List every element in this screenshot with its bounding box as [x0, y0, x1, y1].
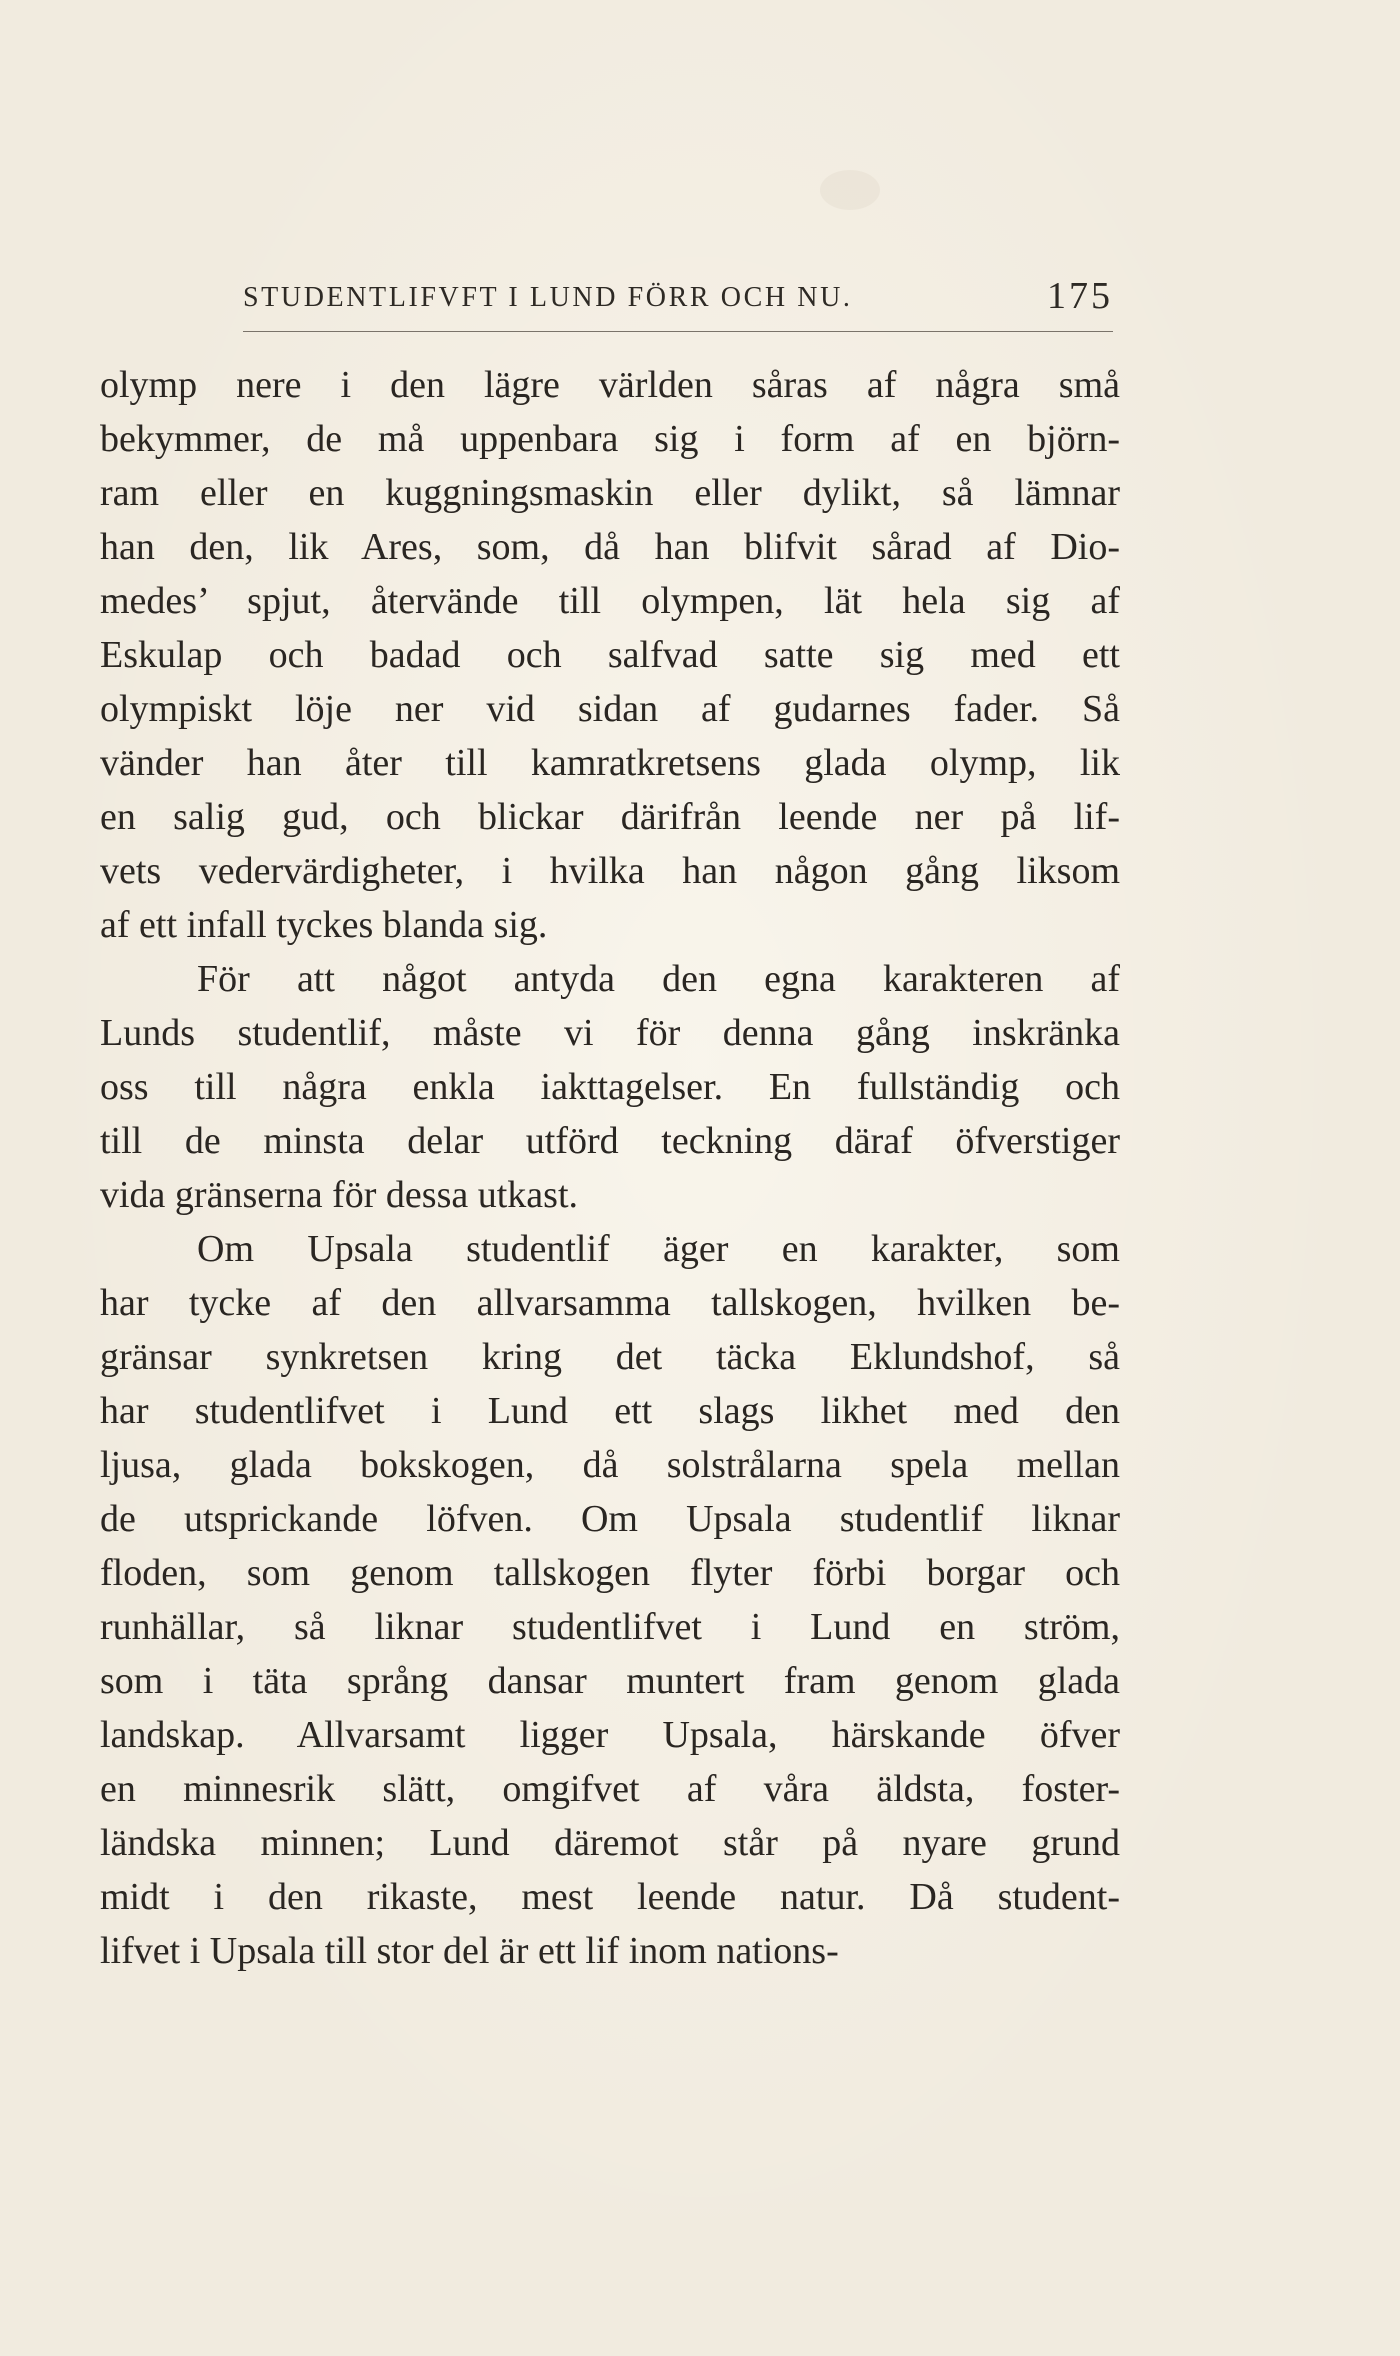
paragraph	[100, 358, 1120, 952]
text-line: till de minsta delar utförd teckning däraf öfverstiger	[100, 1120, 1120, 1162]
body-text	[100, 358, 1120, 1978]
text-line: olympiskt löje ner vid sidan af gudarnes fader. Så	[100, 688, 1120, 730]
text-line: ram eller en kuggningsmaskin eller dylikt, så lämnar	[100, 472, 1120, 514]
text-line: vänder han åter till kamratkretsens glada olymp, lik	[100, 742, 1120, 784]
running-title: STUDENTLIFVFT I LUND FÖRR OCH NU.	[243, 282, 853, 313]
text-line: Om Upsala studentlif äger en karakter, som	[197, 1228, 1120, 1270]
text-line: vets vedervärdigheter, i hvilka han någon gång liksom	[100, 850, 1120, 892]
text-line: runhällar, så liknar studentlifvet i Lund en ström,	[100, 1606, 1120, 1648]
text-line: af ett infall tyckes blanda sig.	[100, 904, 548, 946]
text-line: han den, lik Ares, som, då han blifvit sårad af Dio-	[100, 526, 1120, 568]
paragraph	[100, 952, 1120, 1222]
text-line: de utsprickande löfven. Om Upsala studentlif liknar	[100, 1498, 1120, 1540]
text-line: har studentlifvet i Lund ett slags likhet med den	[100, 1390, 1120, 1432]
text-line: floden, som genom tallskogen flyter förbi borgar och	[100, 1552, 1120, 1594]
text-line: en salig gud, och blickar därifrån leende ner på lif-	[100, 796, 1120, 838]
paper-stain	[820, 170, 880, 210]
text-line: midt i den rikaste, mest leende natur. Då student-	[100, 1876, 1120, 1918]
text-line: vida gränserna för dessa utkast.	[100, 1174, 579, 1216]
text-line: bekymmer, de må uppenbara sig i form af en björn-	[100, 418, 1120, 460]
text-line: ljusa, glada bokskogen, då solstrålarna spela mellan	[100, 1444, 1120, 1486]
text-line: en minnesrik slätt, omgifvet af våra äldsta, foster-	[100, 1768, 1120, 1810]
text-line: medes’ spjut, återvände till olympen, lät hela sig af	[100, 580, 1120, 622]
text-line: som i täta språng dansar muntert fram genom glada	[100, 1660, 1120, 1702]
text-line: Eskulap och badad och salfvad satte sig med ett	[100, 634, 1120, 676]
text-line: landskap. Allvarsamt ligger Upsala, härskande öfver	[100, 1714, 1120, 1756]
header-rule	[243, 331, 1113, 332]
text-line: har tycke af den allvarsamma tallskogen, hvilken be-	[100, 1282, 1120, 1324]
text-line: För att något antyda den egna karakteren af	[197, 958, 1120, 1000]
text-line: oss till några enkla iakttagelser. En fullständig och	[100, 1066, 1120, 1108]
text-line: Lunds studentlif, måste vi för denna gång inskränka	[100, 1012, 1120, 1054]
text-line: olymp nere i den lägre världen såras af några små	[100, 364, 1120, 406]
page-number: 175	[1047, 275, 1113, 317]
paragraph	[100, 1222, 1120, 1978]
text-line: ländska minnen; Lund däremot står på nyare grund	[100, 1822, 1120, 1864]
text-line: lifvet i Upsala till stor del är ett lif inom nations-	[100, 1930, 839, 1972]
page-header	[243, 262, 1113, 322]
text-line: gränsar synkretsen kring det täcka Eklundshof, så	[100, 1336, 1120, 1378]
